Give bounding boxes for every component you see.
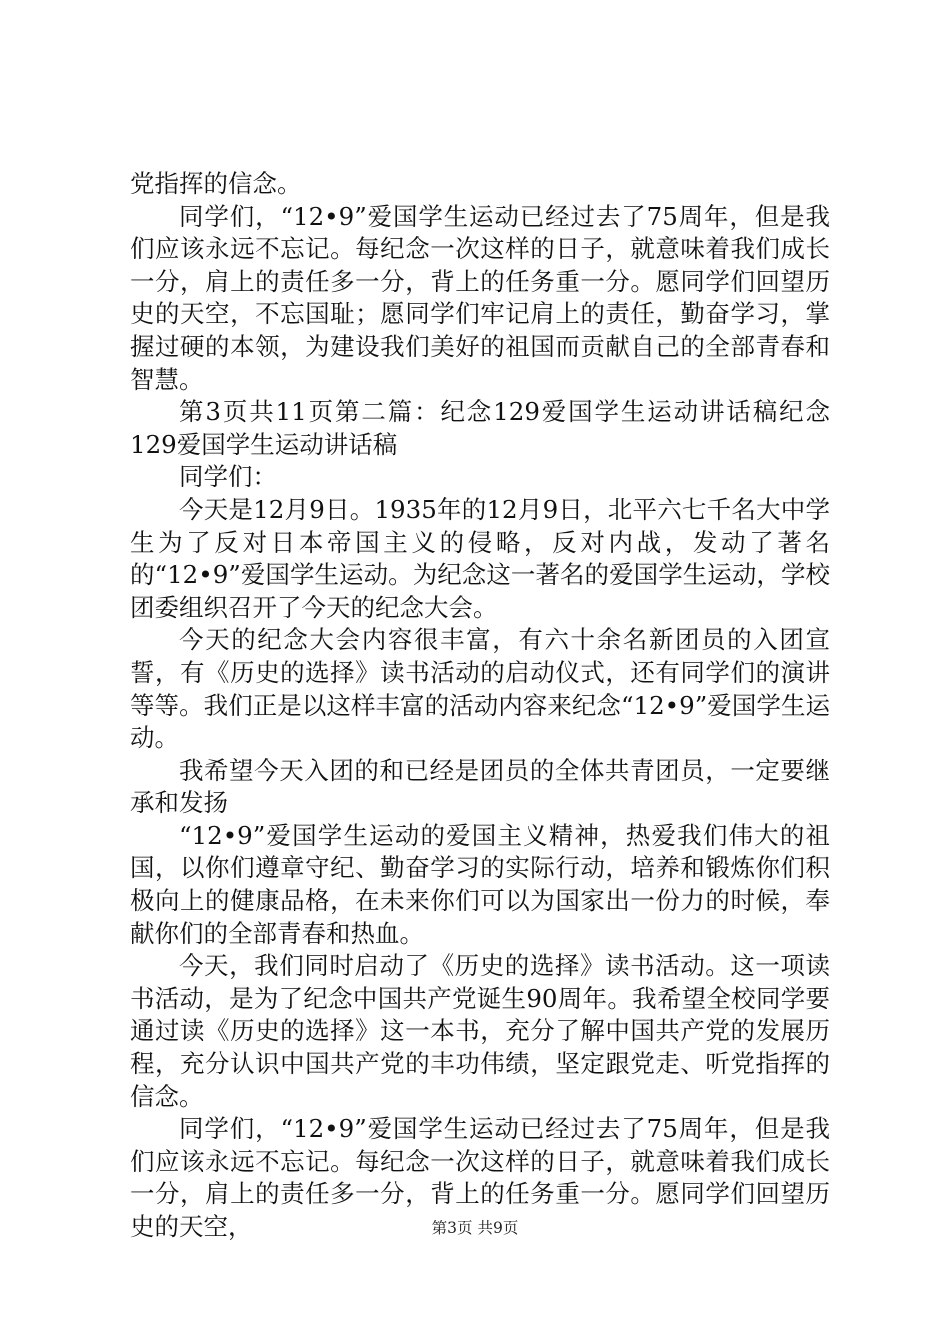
paragraph-9: 今天，我们同时启动了《历史的选择》读书活动。这一项读书活动，是为了纪念中国共产党诞生90周年。我希望全校同学要通过读《历史的选择》这一本书，充分了解中国共产党的发展历程，充分认识中国共产党的丰功伟绩，坚定跟党走、听党指挥的信念。: [130, 951, 830, 1111]
paragraph-10: 同学们，“12•9”爱国学生运动已经过去了75周年，但是我们应该永远不忘记。每纪念一次这样的日子，就意味着我们成长一分，肩上的责任多一分，背上的任务重一分。愿同学们回望历史的天空，: [130, 1114, 830, 1241]
paragraph-3: 第3页共11页第二篇：纪念129爱国学生运动讲话稿纪念129爱国学生运动讲话稿: [130, 397, 830, 459]
document-body: [130, 168, 830, 1244]
paragraph-2: 同学们，“12•9”爱国学生运动已经过去了75周年，但是我们应该永远不忘记。每纪念一次这样的日子，就意味着我们成长一分，肩上的责任多一分，背上的任务重一分。愿同学们回望历史的天空，不忘国耻；愿同学们牢记肩上的责任，勤奋学习，掌握过硬的本领，为建设我们美好的祖国而贡献自己的全部青春和智慧。: [130, 201, 830, 394]
paragraph-7: 我希望今天入团的和已经是团员的全体共青团员，一定要继承和发扬: [130, 755, 830, 818]
paragraph-5: 今天是12月9日。1935年的12月9日，北平六七千名大中学生为了反对日本帝国主义的侵略，反对内战，发动了著名的“12•9”爱国学生运动。为纪念这一著名的爱国学生运动，学校团委组织召开了今天的纪念大会。: [130, 494, 830, 622]
page-number-footer: 第3页 共9页: [431, 1219, 519, 1237]
paragraph-6: 今天的纪念大会内容很丰富，有六十余名新团员的入团宣誓，有《历史的选择》读书活动的启动仪式，还有同学们的演讲等等。我们正是以这样丰富的活动内容来纪念“12•9”爱国学生运动。: [130, 625, 830, 753]
paragraph-1: 党指挥的信念。: [130, 169, 302, 198]
paragraph-4: 同学们：: [179, 462, 277, 492]
paragraph-8: “12•9”爱国学生运动的爱国主义精神，热爱我们伟大的祖国，以你们遵章守纪、勤奋学习的实际行动，培养和锻炼你们积极向上的健康品格，在未来你们可以为国家出一份力的时候，奉献你们的全部青春和热血。: [130, 820, 830, 948]
